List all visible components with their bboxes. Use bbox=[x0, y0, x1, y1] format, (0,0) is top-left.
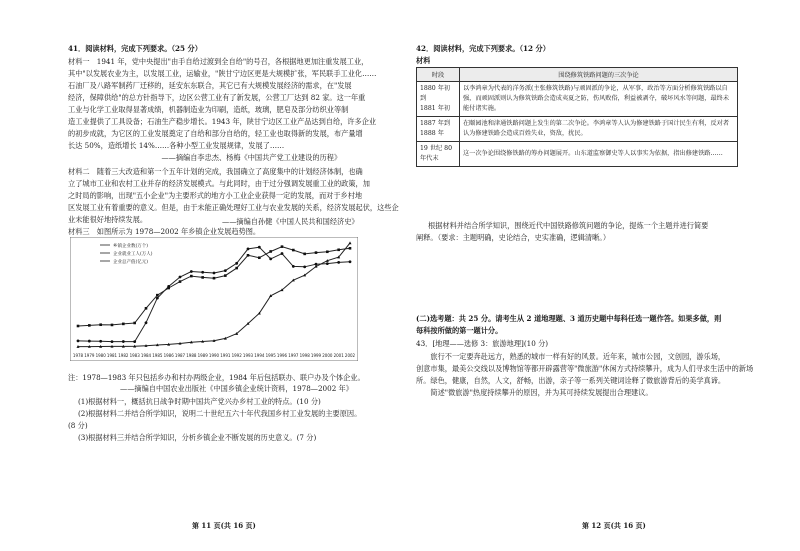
x-tick-label: 1981 bbox=[106, 353, 118, 358]
x-tick-label: 1987 bbox=[174, 353, 186, 358]
legend-label: 企业总产值(亿元) bbox=[113, 259, 149, 265]
data-point bbox=[133, 340, 136, 343]
data-point bbox=[247, 254, 250, 257]
data-point bbox=[235, 262, 238, 265]
x-tick-label: 1982 bbox=[118, 353, 129, 358]
x-tick-label: 1999 bbox=[310, 353, 322, 358]
question-42-instruction: 阐释。（要求：主题明确，史论结合，史实准确，逻辑清晰。） bbox=[416, 233, 611, 242]
x-tick-label: 1978 bbox=[72, 353, 84, 358]
table-cell-desc: 这一次争论围绕修铁路的筹办问题展开。山东道监察御史等人以事实为依据，指出修建铁路…… bbox=[460, 142, 738, 167]
material-2-line: 材料二 随着三大改造和第一个五年计划的完成，我国确立了高度集中的计划经济体制，也确 bbox=[68, 167, 363, 176]
data-point bbox=[235, 267, 238, 270]
table-cell-era: 1887 年到 1888 年 bbox=[417, 117, 460, 142]
x-tick-label: 1993 bbox=[242, 353, 254, 358]
data-point bbox=[190, 270, 193, 273]
data-point bbox=[99, 340, 102, 343]
table-header-row bbox=[417, 68, 738, 82]
data-point bbox=[315, 251, 318, 254]
chart-source: ——摘编自中国农业出版社《中国乡镇企业统计资料，1978—2002 年》 bbox=[120, 384, 353, 393]
table-row bbox=[417, 142, 738, 167]
material-1-source: ——摘编自李忠杰、杨梅《中国共产党工业建设的历程》 bbox=[68, 153, 342, 162]
data-point bbox=[303, 253, 306, 256]
data-point bbox=[179, 280, 182, 283]
table-header: 时段 bbox=[417, 68, 460, 82]
question-42-instruction: 根据材料并结合所学知识，围绕近代中国铁路修筑问题的争论，提炼一个主题并进行简要 bbox=[428, 221, 709, 230]
data-point bbox=[201, 271, 204, 274]
elective-instruction: 每科按所做的第一题计分。 bbox=[416, 326, 503, 335]
x-tick-label: 1990 bbox=[208, 353, 220, 358]
question-43-line: 旅行不一定要奔赴远方，熟悉的城市一样有好的风景。近年来，城市公园，文创园，游乐场， bbox=[416, 352, 726, 361]
x-tick-label: 1979 bbox=[84, 353, 95, 358]
table-cell-era: 19 世纪 80 年代末 bbox=[417, 142, 460, 167]
data-point bbox=[111, 324, 114, 327]
x-tick-label: 1997 bbox=[288, 353, 299, 358]
data-point bbox=[224, 274, 227, 277]
township-enterprise-chart bbox=[70, 237, 358, 361]
data-point bbox=[111, 340, 114, 343]
x-tick-label: 1985 bbox=[152, 353, 163, 358]
question-43-line: 简述"微旅游"热度持续攀升的原因，并为其可持续发展提出合理建议。 bbox=[416, 388, 653, 397]
question-42-header: 42．阅读材料，完成下列要求。（12 分） bbox=[416, 44, 550, 53]
data-point bbox=[269, 257, 272, 260]
question-43-header: 43．[地理——选修 3：旅游地理](10 分) bbox=[416, 339, 549, 348]
data-point bbox=[156, 297, 159, 300]
page-footer-left: 第 11 页(共 16 页) bbox=[192, 521, 256, 530]
x-tick-label: 1983 bbox=[129, 353, 140, 358]
x-tick-label: 1995 bbox=[265, 353, 276, 358]
x-tick-label: 1986 bbox=[163, 353, 174, 358]
data-point bbox=[326, 250, 329, 253]
question-43-line: 创意市集，最美公交线以及博物馆等都开辟露营等"微旅游"休闲方式持续攀升，成为人们寻求生活中的新场 bbox=[416, 364, 754, 373]
data-point bbox=[179, 276, 182, 279]
data-point bbox=[224, 269, 227, 272]
data-point bbox=[292, 249, 295, 252]
table-row bbox=[417, 82, 738, 117]
material-2-line: 业未能很好地持续发展。 bbox=[68, 215, 148, 224]
data-point bbox=[190, 275, 193, 278]
material-2-source: ——摘编自孙健《中国人民共和国经济史》 bbox=[222, 217, 359, 226]
data-point bbox=[337, 261, 340, 264]
data-point bbox=[281, 245, 284, 248]
data-point bbox=[281, 252, 284, 255]
x-tick-label: 1989 bbox=[197, 353, 208, 358]
material-label: 材料 bbox=[416, 56, 431, 65]
table-cell-desc: 以李鸿章为代表的洋务派(主张修筑铁路)与顽固派的争论，从军事，政治等方面分析修筑铁路以自强，而顽固派则认为修筑铁路会造成夷夏之防，伤风败俗，利益被剥夺，破坏风水等问题，最终未能付诸实施。 bbox=[460, 82, 738, 117]
x-tick-label: 2002 bbox=[344, 353, 356, 358]
data-point bbox=[77, 325, 80, 328]
data-point bbox=[88, 340, 91, 343]
data-point bbox=[349, 247, 352, 250]
question-41-header: 41．阅读材料，完成下列要求。（25 分） bbox=[68, 44, 202, 53]
x-tick-label: 1988 bbox=[186, 353, 197, 358]
material-1-line: 工业与化学工业取得显著成绩，机器制造业为印刷，造纸，玻璃，肥皂及部分纺织业等制 bbox=[68, 105, 349, 114]
data-point bbox=[213, 277, 216, 280]
table-row bbox=[417, 117, 738, 142]
data-point bbox=[326, 262, 329, 265]
legend-label: 乡镇企业数(万个) bbox=[113, 243, 149, 249]
material-1-line: 石油厂及八路军制药厂迁移的，延安东东联合，其它已有大规模发展经济的需求，在"发展 bbox=[68, 81, 352, 90]
data-point bbox=[99, 323, 102, 326]
data-point bbox=[77, 340, 80, 343]
x-tick-label: 1998 bbox=[299, 353, 310, 358]
data-point bbox=[337, 248, 340, 251]
x-tick-label: 1991 bbox=[220, 353, 231, 358]
x-tick-label: 1992 bbox=[231, 353, 242, 358]
material-1-line: 造工业提供了工具设备；石油生产稳步增长。1943 年，陕甘宁边区工业产品达到自给，许多企业 bbox=[68, 117, 377, 126]
question-41-2-score: (8 分) bbox=[68, 421, 88, 430]
material-2-line: 区发展工业有着重要的意义。但是，由于未能正确处理好工业与农业发展的关系，经济发展起伏，这些企 bbox=[68, 203, 399, 212]
x-tick-label: 1996 bbox=[276, 353, 288, 358]
data-point bbox=[349, 260, 352, 263]
data-point bbox=[201, 276, 204, 279]
data-point bbox=[145, 307, 148, 310]
data-point bbox=[88, 324, 91, 327]
data-point bbox=[258, 246, 261, 249]
data-point bbox=[122, 340, 125, 343]
page-footer-right: 第 12 页(共 16 页) bbox=[582, 521, 646, 530]
data-point bbox=[122, 323, 125, 326]
x-tick-label: 1980 bbox=[95, 353, 106, 358]
data-point bbox=[213, 272, 216, 275]
material-1-line: 材料一 1941 年，党中央提出"由手自给过渡到全自给"的号召，各根据地更加注重发展工业， bbox=[68, 57, 369, 66]
table-header: 围绕修筑铁路问题的三次争论 bbox=[460, 68, 738, 82]
data-point bbox=[247, 247, 250, 250]
question-41-1: (1)根据材料一，概括抗日战争时期中国共产党兴办乡村工业的特点。(10 分) bbox=[78, 397, 321, 406]
elective-instruction: (二)选考题：共 25 分。请考生从 2 道地理题、3 道历史题中每科任选一题作答。如果多做，则 bbox=[416, 314, 722, 323]
material-1-line: 经济，保障供给"的总方针指导下，边区公营工业有了新发展，公营工厂达到 82 家。这一年重 bbox=[68, 93, 366, 102]
data-point bbox=[145, 321, 148, 324]
legend-label: 企业就业工人(万人) bbox=[113, 251, 153, 257]
material-2-line: 之时局的影响，出现"五小企业"为主要形式的地方小工业企业获得一定的发展，而对于乡村地 bbox=[68, 191, 363, 200]
x-tick-label: 1994 bbox=[254, 353, 265, 358]
material-1-line: 其中"以发展农业为主，以发展工业，运输业，"陕甘宁边区更是大规模扩张，军民联手工业化…… bbox=[68, 69, 377, 78]
data-point bbox=[269, 250, 272, 253]
data-point bbox=[303, 265, 306, 268]
material-3-line: 材料三 如图所示为 1978—2002 年乡镇企业发展趋势图。 bbox=[68, 227, 261, 236]
material-1-line: 长达 50%，造纸增长 14%……各种小型工业发展规律，发展了…… bbox=[68, 141, 285, 150]
data-point bbox=[133, 322, 136, 325]
data-point bbox=[156, 294, 159, 297]
material-2-line: 立了城市工业和农村工业并存的经济发展模式。与此同时，由于过分强调发展重工业的政策，加 bbox=[68, 179, 370, 188]
data-point bbox=[258, 256, 261, 259]
x-tick-label: 1984 bbox=[140, 353, 152, 358]
table-cell-era: 1880 年初到 1881 年初 bbox=[417, 82, 460, 117]
data-point bbox=[292, 265, 295, 268]
question-41-2: (2)根据材料二并结合所学知识，说明二十世纪五六十年代我国乡村工业发展的主要原因。 bbox=[78, 409, 362, 418]
material-1-line: 的初步成就，为它区的工业发展奠定了自给和部分自给的，轻工业也取得新的发展，布产量增 bbox=[68, 129, 363, 138]
question-43-line: 所。绿色，健康，自然，人文，舒畅，出游，亲子等一系列关键词诠释了微旅游背后的美学真谛。 bbox=[416, 376, 726, 385]
x-tick-label: 2001 bbox=[333, 353, 344, 358]
data-point bbox=[167, 287, 170, 290]
chart-note: 注：1978—1983 年只包括乡办和村办两级企业，1984 年后包括联办、联户办及个体企业。 bbox=[68, 373, 365, 382]
railway-dispute-table bbox=[416, 67, 738, 167]
x-tick-label: 2000 bbox=[322, 353, 333, 358]
question-41-3: (3)根据材料三并结合所学知识，分析乡镇企业不断发展的历史意义。(7 分) bbox=[78, 433, 317, 442]
table-cell-desc: 在颐园池和津通铁路问题上发生的第二次争论。李鸿章等人认为修建铁路于国计民生有利，反对者认为修建铁路会造成百姓失业，资敌，扰民。 bbox=[460, 117, 738, 142]
